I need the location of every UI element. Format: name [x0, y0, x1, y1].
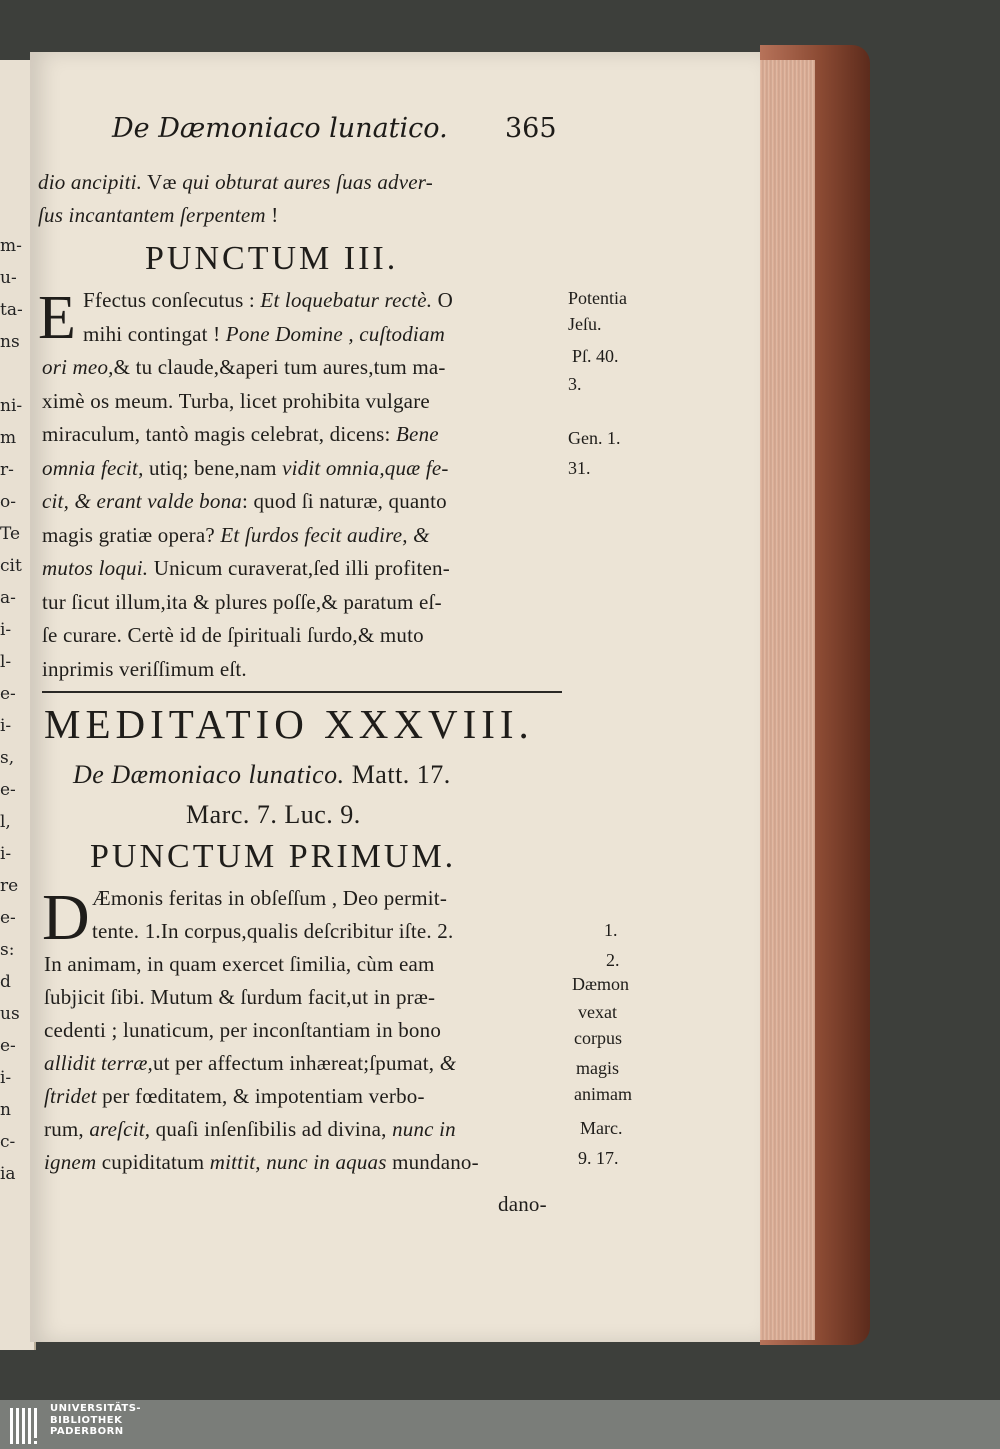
- left-page-fragment: e-: [0, 1036, 16, 1056]
- text-span: ignem: [44, 1150, 97, 1174]
- text-span: Unicum curaverat,ſed illi profiten-: [148, 556, 450, 580]
- meditation-subtitle-2: Marc. 7. Luc. 9.: [186, 800, 361, 829]
- left-page-fragment: ns: [0, 332, 20, 352]
- text-span: mundano-: [386, 1150, 479, 1174]
- left-page-fragment: e-: [0, 780, 16, 800]
- left-page-fragment: i-: [0, 716, 12, 736]
- text-line: [42, 623, 567, 648]
- marginal-note: 1.: [604, 920, 618, 940]
- left-page-fragment: a-: [0, 588, 16, 608]
- text-span: magis gratiæ opera?: [42, 522, 221, 547]
- text-span: dio ancipiti.: [38, 170, 143, 194]
- left-page-fragment: cit: [0, 556, 22, 576]
- left-page-fragment: d: [0, 972, 11, 992]
- text-span: mittit, nunc in aquas: [209, 1150, 387, 1174]
- left-page-fragment: c-: [0, 1132, 16, 1152]
- text-line: [44, 1051, 569, 1076]
- text-span: In animam, in quam exercet ſimilia, cùm eam: [44, 952, 435, 976]
- left-page-fragments: [0, 230, 32, 1190]
- text-span: vidit omnia,quæ fe-: [282, 455, 449, 480]
- text-span: : quod ſi naturæ, quanto: [241, 489, 447, 513]
- left-page-fragment: l-: [0, 652, 12, 672]
- text-line: [38, 170, 563, 195]
- text-span: areſcit,: [89, 1117, 151, 1141]
- heading-punctum-iii: PUNCTUM III.: [145, 240, 399, 277]
- text-span: quaſi inſenſibilis ad divina,: [150, 1117, 393, 1141]
- section-rule: [42, 691, 562, 693]
- text-line: [44, 1018, 569, 1043]
- marginal-note: Dæmon: [572, 974, 630, 994]
- text-span: miraculum, tantò magis celebrat, dicens:: [42, 422, 397, 446]
- text-span: cedenti ; lunaticum, per inconſtantiam in bono: [44, 1018, 442, 1042]
- text-span: mihi contingat !: [83, 321, 226, 346]
- text-line: [92, 886, 617, 911]
- text-line: [44, 1084, 569, 1109]
- text-line: [44, 985, 569, 1010]
- marginal-note: 31.: [568, 458, 591, 478]
- left-page-fragment: Te: [0, 524, 21, 544]
- marginal-note: corpus: [574, 1028, 622, 1048]
- text-line: [83, 288, 608, 313]
- left-page-fragment: i-: [0, 620, 12, 640]
- text-line: [42, 389, 567, 414]
- left-page-fragment: r-: [0, 460, 14, 480]
- text-span: cit, & erant valde bona: [42, 489, 242, 513]
- library-name-line-1: UNIVERSITÄTS-: [50, 1403, 142, 1414]
- footer-bar: [0, 1400, 1000, 1449]
- left-page-fragment: n: [0, 1100, 11, 1120]
- marginal-note: vexat: [578, 1002, 617, 1022]
- text-line: [42, 355, 567, 380]
- catchword: dano-: [498, 1192, 547, 1216]
- text-span: ori meo,: [42, 355, 114, 379]
- meditation-title: MEDITATIO XXXVIII.: [44, 701, 534, 747]
- left-page-fragment: e-: [0, 908, 16, 928]
- heading-punctum-primum: PUNCTUM PRIMUM.: [90, 838, 457, 875]
- text-span: mutos loqui.: [42, 556, 149, 580]
- text-line: [44, 1117, 569, 1142]
- marginal-note: Pſ. 40.: [572, 346, 619, 366]
- drop-capital-e: E: [38, 284, 76, 352]
- marginal-note: 9. 17.: [578, 1148, 619, 1168]
- left-page-fragment: u-: [0, 268, 17, 288]
- text-span: rum,: [44, 1117, 90, 1141]
- text-span: ſus incantantem ſerpentem: [38, 203, 266, 227]
- text-span: inprimis veriſſimum eſt.: [42, 656, 247, 681]
- text-line: [44, 952, 569, 977]
- text-span: Et loquebatur rectè.: [260, 288, 433, 312]
- text-span: per fœditatem, & impotentiam verbo-: [96, 1084, 425, 1108]
- marginal-note: 2.: [606, 950, 620, 970]
- left-page-fragment: ia: [0, 1164, 16, 1184]
- library-name-line-2: BIBLIOTHEK: [50, 1414, 123, 1426]
- left-page-fragment: o-: [0, 492, 16, 512]
- marginal-note: animam: [574, 1084, 632, 1104]
- text-line: [42, 422, 567, 447]
- left-page-fragment: ta-: [0, 300, 23, 320]
- library-name-line-3: PADERBORN: [50, 1426, 124, 1437]
- text-span: utiq; bene,nam: [143, 455, 283, 480]
- text-span: ſubjicit ſibi. Mutum & ſurdum facit,ut in præ-: [44, 985, 436, 1009]
- meditation-subtitle-1: [73, 760, 451, 790]
- text-line: [92, 919, 617, 944]
- text-span: Et ſurdos fecit audire, &: [220, 522, 430, 547]
- text-span: nunc in: [392, 1117, 456, 1141]
- left-page-fragment: s,: [0, 748, 15, 768]
- left-page-fragment: ni-: [0, 396, 23, 416]
- text-span: allidit terræ,: [44, 1051, 153, 1075]
- text-span: O: [432, 288, 454, 312]
- text-line: [42, 590, 567, 615]
- text-line: [42, 657, 567, 682]
- text-span: Væ: [142, 170, 183, 194]
- running-head: De Dæmoniaco lunatico.: [112, 113, 448, 144]
- text-span: omnia fecit,: [42, 455, 144, 480]
- marginal-note: Jeſu.: [568, 314, 602, 334]
- library-name: [50, 1403, 141, 1438]
- left-page-fragment: i-: [0, 844, 12, 864]
- library-logo-icon: [8, 1404, 44, 1446]
- text-line: [42, 523, 567, 548]
- text-span: ſe curare. Certè id de ſpirituali ſurdo,& muto: [42, 623, 424, 647]
- drop-capital-d: D: [42, 881, 90, 954]
- subtitle-italic: De Dæmoniaco lunatico.: [73, 760, 345, 789]
- text-span: !: [265, 203, 279, 227]
- text-span: qui obturat aures ſuas adver-: [182, 170, 433, 194]
- page-number: 365: [505, 113, 557, 144]
- left-page-fragment: e-: [0, 684, 16, 704]
- left-page-fragment: re: [0, 876, 19, 896]
- left-page-fragment: l,: [0, 812, 11, 832]
- text-span: Æmonis feritas in obſeſſum , Deo permit-: [92, 886, 448, 910]
- left-page-fragment: s:: [0, 940, 15, 960]
- text-span: ximè os meum. Turba, licet prohibita vulgare: [42, 388, 430, 413]
- text-line: [42, 456, 567, 481]
- left-page-fragment: i-: [0, 1068, 12, 1088]
- marginal-note: Gen. 1.: [568, 428, 621, 448]
- text-span: tente. 1.In corpus,qualis deſcribitur iſte. 2.: [92, 919, 454, 943]
- text-span: &: [439, 1051, 457, 1075]
- left-page-fragment: m: [0, 428, 17, 448]
- text-line: [44, 1150, 569, 1175]
- left-page-fragment: [0, 358, 32, 390]
- subtitle-ref: Matt. 17.: [344, 760, 451, 789]
- left-page-fragment: us: [0, 1004, 20, 1024]
- text-span: Pone Domine , cuſtodiam: [225, 321, 446, 346]
- text-line: [42, 556, 567, 581]
- text-span: ut per affectum inhæreat;ſpumat,: [152, 1051, 440, 1075]
- marginal-note: magis: [576, 1058, 619, 1078]
- text-span: Ffectus conſecutus :: [83, 288, 261, 312]
- marginal-note: Marc.: [580, 1118, 623, 1138]
- left-page-fragment: m-: [0, 236, 22, 256]
- marginal-note: 3.: [568, 374, 582, 394]
- text-span: & tu claude,&aperi tum aures,tum ma-: [113, 355, 446, 379]
- text-span: Bene: [396, 422, 439, 446]
- text-span: cupiditatum: [96, 1150, 210, 1174]
- marginal-note: Potentia: [568, 288, 627, 308]
- text-line: [42, 489, 567, 514]
- text-line: [83, 322, 608, 347]
- text-span: tur ſicut illum,ita & plures poſſe,& paratum eſ-: [42, 589, 442, 614]
- text-line: [38, 203, 563, 228]
- text-span: ſtridet: [44, 1084, 97, 1108]
